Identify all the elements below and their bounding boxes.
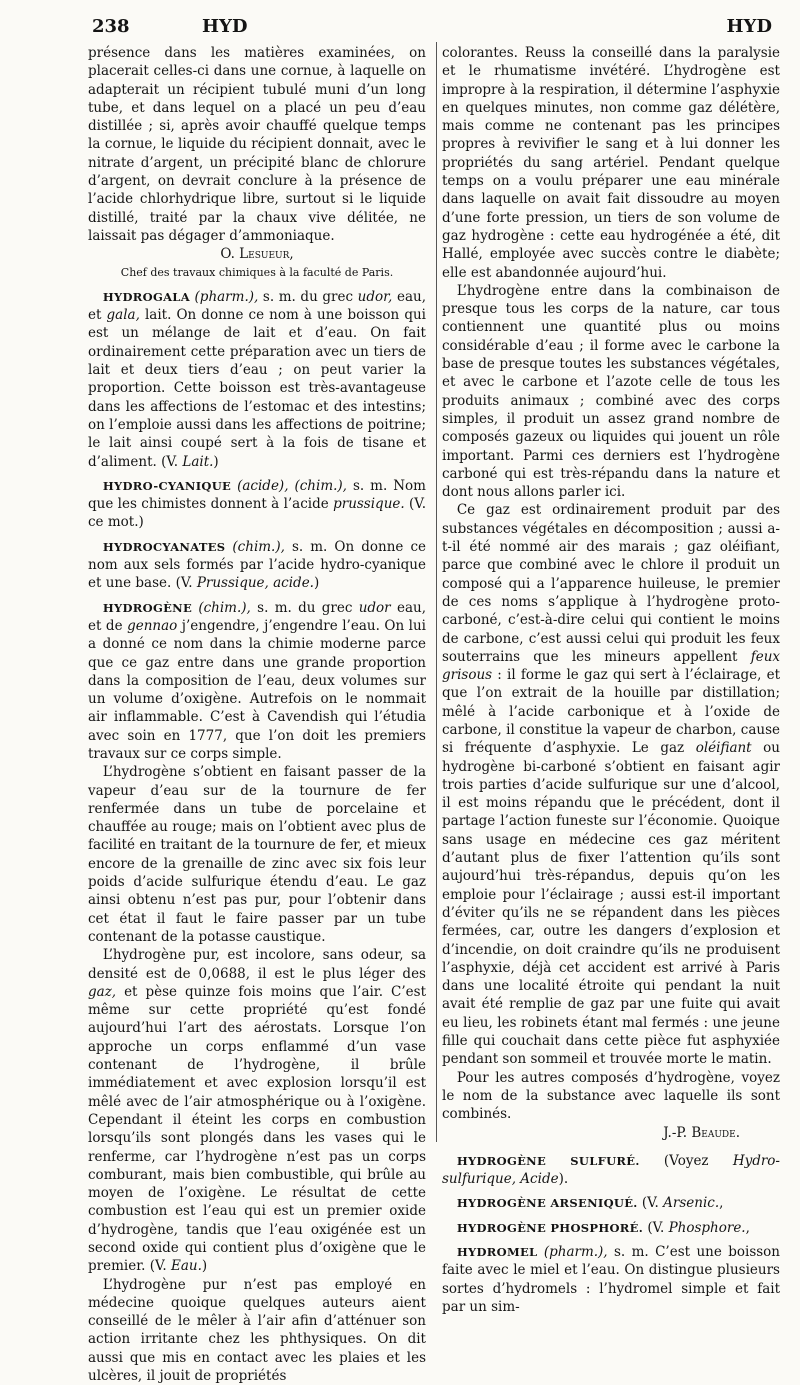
signature-name: J.-P. Beaude. <box>663 1124 740 1141</box>
entry-text: s. m. C’est une boisson faite avec le miel et l’eau. On distingue plusieurs sortes d’hydromels : l’hydromel simple et fait par un sim- <box>442 1244 780 1315</box>
entry-text: (V. <box>637 1195 664 1212</box>
entry-hydrogene-arsenique <box>442 1194 780 1212</box>
right-column <box>442 44 780 1316</box>
entry-abbr: (pharm.), <box>537 1244 608 1260</box>
paragraph-text: ou hydrogène bi-carboné s’obtient en faisant agir trois parties d’acide sulfurique sur une d’alcool, il est moins répandu que le précédent, dont il partage l’action funeste sur l’économie. Quoique sans usage en médecine ces gaz méritent d’autant plus de fixer l’attention qu’ils sont aujourd’hui très-répandus, depuis qu’on les emploie pour l’éclairage ; aussi est-il important d’éviter qu’ils ne se répandent dans les pièces fermées, car, outre les dangers d’explosion et d’incendie, on doit craindre qu’ils ne produisent l’asphyxie, déjà cet accident est arrivé à Paris dans une localité étroite qui pendant la nuit avait été remplie de gaz par une fuite qui avait eu lieu, les robinets étant mal fermés : une jeune fille qui couchait dans cette pièce fut asphyxiée pendant son sommeil et trouvée morte le matin. <box>442 740 780 1068</box>
greek-word: gala, <box>106 307 140 324</box>
paragraph <box>442 501 780 1068</box>
entry-headword: HYDROGÈNE ARSENIQUÉ. <box>456 1196 638 1211</box>
entry-hydrogene <box>88 599 426 764</box>
entry-hydrogene-phosphore <box>442 1219 780 1237</box>
entry-hydrogala <box>88 288 426 471</box>
entry-text: ) <box>313 575 320 592</box>
entry-headword: HYDROGÈNE <box>102 600 193 615</box>
paragraph-text: L’hydrogène pur, est incolore, sans odeur, sa densité est de 0,0688, il est le plus léger des <box>88 947 426 982</box>
italic-word: oléifiant <box>695 740 752 757</box>
paragraph: Pour les autres composés d’hydrogène, voyez le nom de la substance avec laquelle ils sont combinés. <box>442 1069 780 1123</box>
cross-reference: Phosphore. <box>668 1219 746 1236</box>
left-running-title: HYD <box>202 16 248 37</box>
paragraph-text: Ce gaz est ordinairement produit par des substances végétales en décomposition ; aussi a-t-il été nommé air des marais ; gaz oléifiant, parce que combiné avec le chlore il produit un composé qui a l’apparence huileuse, le premier de ces noms s’applique à l’hydrogène proto-carboné, c’est-à-dire celui qui contient le moins de carbone, c’est aussi celui qui produit les feux souterrains que les mineurs appellent <box>442 502 780 665</box>
entry-text: eau, et de <box>88 599 426 634</box>
entry-text: (V. ce mot.) <box>88 496 426 531</box>
entry-text: lait. On donne ce nom à une boisson qui est un mélange de lait et d’eau. On fait ordinairement cette préparation avec un tiers de lait et deux tiers d’eau ; on peut varier la proportion. Cette boisson est très-avantageuse dans les affections de l’estomac et des intestins; on l’emploie aussi dans les affections de poitrine; le lait ainsi coupé sert à la fois de tisane et d’aliment. (V. <box>88 307 426 470</box>
cross-reference: prussique. <box>333 496 405 513</box>
entry-abbr: (chim.), <box>192 599 251 616</box>
greek-word: udor, <box>357 288 393 305</box>
column-divider <box>436 42 437 1142</box>
entry-abbr: (chim.), <box>225 538 285 555</box>
entry-headword: HYDROMEL <box>456 1245 538 1259</box>
entry-text: ). <box>558 1171 569 1188</box>
paragraph-text: ) <box>201 1258 208 1275</box>
entry-headword: HYDROGALA <box>102 289 190 304</box>
signature-name: O. Lesueur, <box>220 246 294 263</box>
entry-text: , <box>719 1195 724 1212</box>
entry-text: s. m. On donne ce nom aux sels formés par l’acide hydro-cyanique et une base. (V. <box>88 538 426 592</box>
cross-reference: Prussique, acide. <box>196 575 314 592</box>
paragraph: L’hydrogène entre dans la combinaison de presque tous les corps de la nature, car tous contiennent une quantité plus ou moins considérable d’eau ; il forme avec le carbone la base de presque toutes les substances végétales, et avec le carbone et l’azote celle de tous les produits animaux ; combiné avec des corps simples, il produit un assez grand nombre de composés gazeux ou liquides qui jouent un rôle important. Parmi ces derniers est l’hydrogène carboné qui est très-répandu dans la nature et dont nous allons parler ici. <box>442 282 780 501</box>
cross-reference: Lait. <box>182 453 214 470</box>
cross-reference: Arsenic. <box>663 1195 720 1212</box>
entry-hydro-cyanique <box>88 477 426 532</box>
cross-reference: Hydro-sulfurique, Acide <box>442 1152 780 1188</box>
paragraph-text: et pèse quinze fois moins que l’air. C’est même sur cette propriété qu’est fondé aujourd’hui l’art des aérostats. Lorsque l’on approche un corps enflammé d’un vase contenant de l’hydrogène, il brûle immédiatement et avec explosion lorsqu’il est mêlé avec de l’air atmosphérique ou à l’oxigène. Cependant il éteint les corps en combustion lorsqu’ils sont plongés dans les vases qui le renferme, car l’hydrogène n’est pas un corps comburant, mais bien combustible, qui brûle au moyen de l’oxigène. Le résultat de cette combustion est l’eau qui est un premier oxide d’hydrogène, tandis que l’eau oxigénée est un second oxide qui contient plus d’oxigène que le premier. (V. <box>88 983 426 1275</box>
paragraph: L’hydrogène s’obtient en faisant passer de la vapeur d’eau sur de la tournure de fer renfermée dans un tube de porcelaine et chauffée au rouge; mais on l’obtient avec plus de facilité en traitant de la tournure de fer, et mieux encore de la grenaille de zinc avec six fois leur poids d’acide sulfurique étendu d’eau. Le gaz ainsi obtenu n’est pas pur, pour l’obtenir dans cet état il faut le faire passer par un tube contenant de la potasse caustique. <box>88 764 426 945</box>
italic-word: gaz, <box>88 983 117 1000</box>
entry-text: , <box>745 1219 750 1236</box>
entry-text: (V. <box>643 1219 669 1236</box>
entry-abbr: (pharm.), <box>194 288 259 305</box>
entry-hydrocyanates <box>88 538 426 593</box>
paragraph-text: : il forme le gaz qui sert à l’éclairage, et que l’on extrait de la houille par distillation; mêlé à l’acide carbonique et à l’oxide de carbone, il constitue la vapeur de charbon, cause si fréquente d’asphyxie. Le gaz <box>442 667 780 757</box>
entry-text: s. m. Nom que les chimistes donnent à l’acide <box>88 477 426 513</box>
entry-text: (Voyez <box>639 1152 733 1169</box>
paragraph <box>88 946 426 1275</box>
paragraph: colorantes. Reuss la conseillé dans la paralysie et le rhumatisme invétéré. L’hydrogène est impropre à la respiration, il détermine l’asphyxie en quelques minutes, non comme gaz délétère, mais comme ne contenant pas les principes propres à revivifier le sang et à lui donner les propriétés du sang artériel. Pendant quelque temps on a voulu préparer une eau minérale dans laquelle on avait fait dissoudre au moyen d’une forte pression, un tiers de son volume de gaz hydrogène : cette eau hydrogénée a été, dit Hallé, employée avec succès contre le diabète; elle est abandonnée aujourd’hui. <box>442 45 780 281</box>
entry-headword: HYDROCYANATES <box>102 539 226 554</box>
page-number: 238 <box>92 16 130 37</box>
left-column <box>88 44 426 1385</box>
greek-word: udor <box>358 599 391 616</box>
entry-text: j’engendre, j’engendre l’eau. On lui a donné ce nom dans la chimie moderne parce que ce gaz entre dans une grande proportion dans la composition de l’eau, deux volumes sur un volume d’oxigène. Autrefois on le nommait air inflammable. C’est à Cavendish qui l’étudia avec soin en 1777, que l’on doit les premiers travaux sur ce corps simple. <box>88 617 426 762</box>
right-running-title: HYD <box>726 16 772 37</box>
paragraph: présence dans les matières examinées, on placerait celles-ci dans une cornue, à laquelle on adapterait un récipient tubulé muni d’un long tube, et dans lequel on a placé un peu d’eau distillée ; si, après avoir chauffé quelque temps la cornue, le liquide du récipient donnait, avec le nitrate d’argent, un précipité blanc de chlorure d’argent, on devrait conclure à la présence de l’acide chlorhydrique libre, surtout si le liquide distillé, traité par la chaux vive délitée, ne laissait pas dégager d’ammoniaque. <box>88 45 426 244</box>
italic-word: feux grisous <box>442 648 780 684</box>
entry-text: eau, et <box>88 288 426 324</box>
entry-text: s. m. du grec <box>250 599 359 616</box>
entry-headword: HYDRO-CYANIQUE <box>102 478 232 493</box>
entry-hydromel <box>442 1243 780 1316</box>
paragraph: L’hydrogène pur n’est pas employé en médecine quoique quelques auteurs aient conseillé de le mêler à l’air afin d’atténuer son action irritante chez les phthysiques. On dit aussi que mis en contact avec les plaies et les ulcères, il jouit de propriétés <box>88 1276 426 1385</box>
entry-text: ) <box>213 453 219 470</box>
entry-abbr: (acide), (chim.), <box>231 477 347 494</box>
cross-reference: Eau. <box>170 1258 202 1275</box>
entry-headword: HYDROGÈNE PHOSPHORÉ. <box>456 1220 644 1235</box>
entry-text: s. m. du grec <box>258 288 358 305</box>
entry-hydrogene-sulfure <box>442 1152 780 1189</box>
running-header <box>72 16 772 42</box>
greek-word: gennao <box>127 617 178 634</box>
signature-title: Chef des travaux chimiques à la faculté de Paris. <box>120 265 394 279</box>
entry-headword: HYDROGÈNE SULFURÉ. <box>456 1153 640 1168</box>
